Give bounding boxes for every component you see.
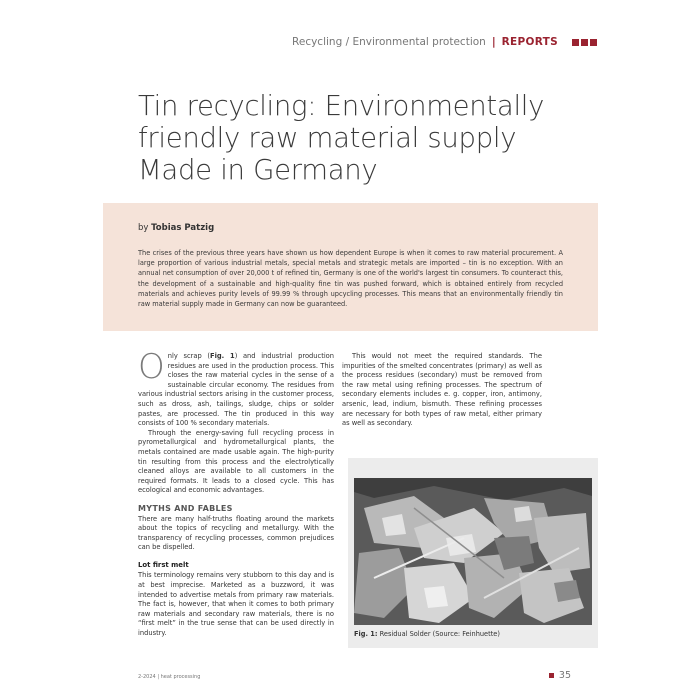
header-section: REPORTS: [501, 36, 558, 48]
solder-scrap-image: [354, 478, 592, 625]
author-name: Tobias Patzig: [151, 223, 215, 233]
byline: [138, 223, 563, 233]
figure-1: [348, 458, 598, 648]
heading-myths: MYTHS AND FABLES: [138, 503, 233, 513]
article-title: Tin recycling: Environmentally friendly raw material supply Made in Germany: [138, 90, 545, 186]
dropcap: O: [138, 347, 165, 387]
body-column-right: [342, 352, 542, 429]
header-breadcrumb: Recycling / Environmental protection: [292, 36, 486, 48]
figure-caption: [354, 630, 500, 638]
fig-ref: Fig. 1: [210, 352, 235, 360]
heading-lot-first-melt: Lot first melt: [138, 560, 189, 569]
figure-caption-text: Residual Solder (Source: Feinhuette): [379, 630, 500, 638]
paragraph-refining: This would not meet the required standards. The impurities of the smelted concentrates (primary) as well as the process residues (secondary) must be removed from the raw metal using refining processes. The spectrum of secondary elements includes e. g. copper, iron, antimony, arsenic, lead, indium, bismuth. These refining processes are necessary for both types of raw metal, either primary as well as secondary.: [342, 352, 542, 428]
residual-solder-photo: [354, 478, 592, 625]
paragraph-lot: This terminology remains very stubborn to this day and is at best imprecise. Marketed as a buzzword, it was intended to advertise metals from primary raw materials. The fact is, however, that when it comes to both primary raw materials and secondary raw materials, there is no “first melt” in the true sense that can be used directly in industry.: [138, 571, 334, 638]
page-number: 35: [558, 670, 571, 681]
abstract-text: The crises of the previous three years have shown us how dependent Europe is when it comes to raw material procurement. A large proportion of various industrial metals, special metals and strategic metals are imported – tin is no exception. With an annual net consumption of over 20,000 t of refined tin, Germany is one of the world's largest tin consumers. To counteract this, the development of a sustainable and high-quality fine tin was pushed forward, which is obtained entirely from recycled materials and achieves purity levels of 99.99 % through upcycling processes. This means that an environmentally friendly tin raw material supply made in Germany can now be guaranteed.: [138, 249, 563, 309]
footer-issue: 2-2024: [138, 674, 156, 680]
footer-journal: [138, 674, 200, 680]
intro-text-b: ) and industrial production residues are used in the production process. This closes the raw material cycles in the sense of a sustainable circular economy. The residues from various industrial sectors arising in the customer process, such as dross, ash, tailings, sludge, chips or solder pastes, are processed. The tin produced in this way consists of 100 % secondary materials.: [138, 352, 335, 428]
footer-separator: |: [157, 674, 159, 680]
figure-label: Fig. 1:: [354, 630, 378, 638]
header-separator: |: [491, 36, 496, 48]
byline-prefix: by: [138, 223, 149, 233]
abstract-box: [103, 203, 598, 331]
page-square-icon: [549, 673, 554, 678]
footer-journal-name: heat processing: [160, 674, 201, 680]
paragraph-intro: [138, 347, 335, 429]
intro-text-a: nly scrap (: [167, 352, 210, 360]
header-squares-icon: [572, 39, 597, 46]
footer-page: [549, 670, 571, 681]
running-header: [292, 36, 597, 48]
body-column-left: [138, 347, 335, 639]
paragraph-process: Through the energy-saving full recycling process in pyrometallurgical and hydrometallurgical plants, the metals contained are made usable again. The high-purity tin resulting from this process and the electrolytically cleaned alloys are available to all customers in the required formats. It leads to a closed cycle. This has ecological and economic advantages.: [138, 428, 334, 495]
paragraph-myths: There are many half-truths floating around the markets about the topics of recycling and metallurgy. With the transparency of recycling processes, common prejudices can be dispelled.: [138, 514, 334, 552]
